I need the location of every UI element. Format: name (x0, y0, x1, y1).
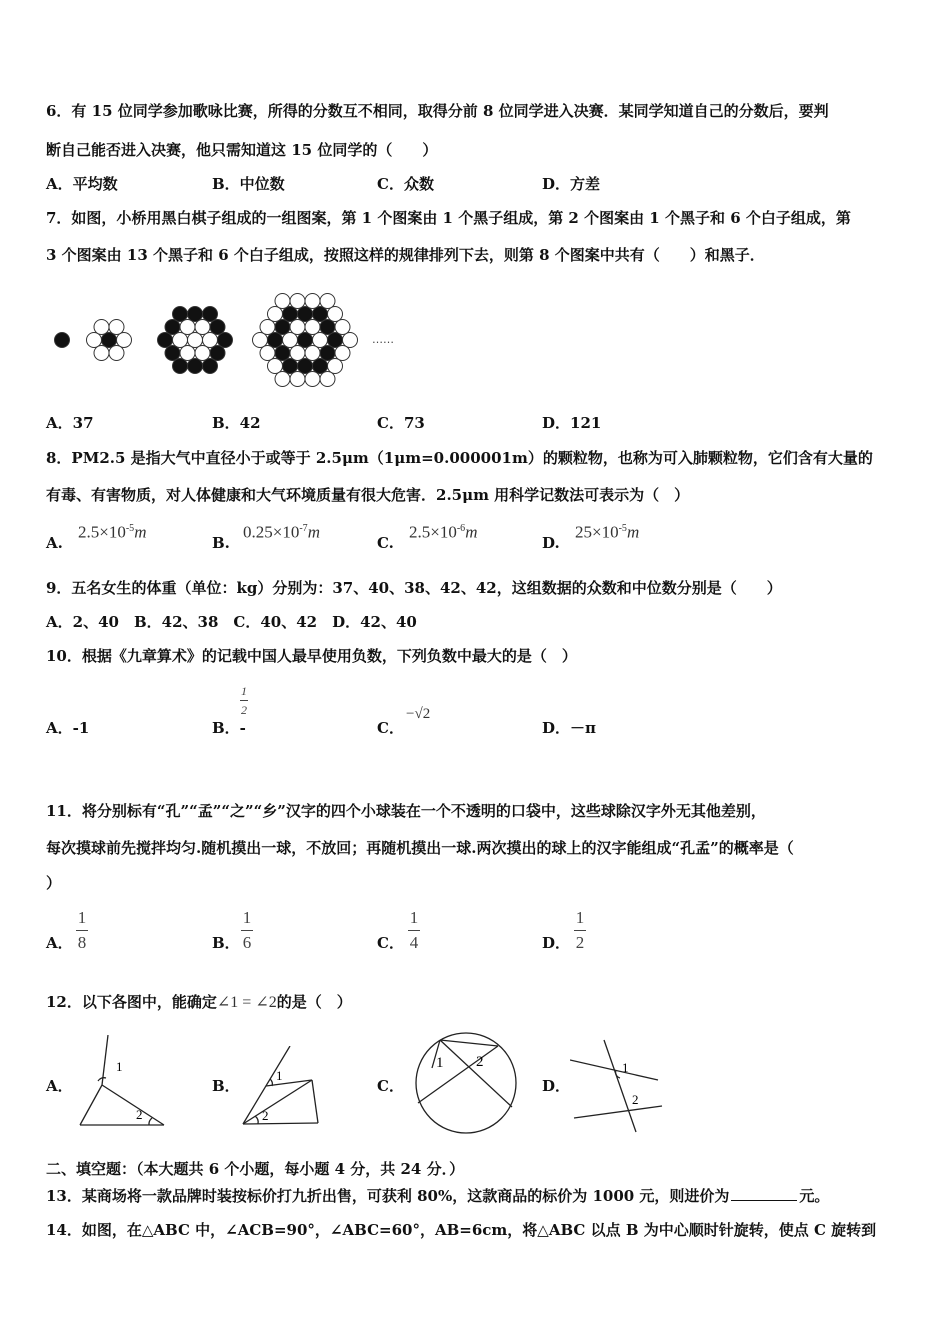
q6-option-c: C．众数 (377, 175, 434, 193)
q8-line1: 8．PM2.5 是指大气中直径小于或等于 2.5μm（1μm=0.000001m）的颗粒物，也称为可入肺颗粒物，它们含有大量的 (46, 449, 873, 467)
q6-option-d: D．方差 (542, 175, 601, 193)
svg-text:2: 2 (262, 1108, 269, 1123)
q12-option-b-letter: B． (212, 1077, 240, 1095)
q12-figure-a (78, 1035, 170, 1130)
q6-option-b: B．中位数 (212, 175, 285, 193)
q9-line1: 9．五名女生的体重（单位：kg）分别为：37、40、38、42、42，这组数据的众数和中位数分别是（ ） (46, 579, 782, 597)
q10-option-a: A．-1 (46, 719, 90, 737)
q11-option-a-letter: A． (46, 934, 73, 952)
q10-option-c-value: −√2 (406, 706, 431, 722)
q6-option-a: A．平均数 (46, 175, 118, 193)
q11-option-b-letter: B． (212, 934, 240, 952)
q8-option-c-value: $2.5\times 10^{-6}m$ (409, 522, 478, 542)
q10-line1: 10．根据《九章算术》的记载中国人最早使用负数，下列负数中最大的是（ ） (46, 647, 577, 665)
q11-line1: 11．将分别标有“孔”“孟”“之”“乡”汉字的四个小球装在一个不透明的口袋中，这些球除汉字外无其他差别， (46, 802, 766, 820)
q11-option-a-fraction: 1 8 (77, 908, 87, 952)
pattern1-black-stone (55, 333, 70, 348)
q9-options: A．2、40 B．42、38 C．40、42 D．42、40 (46, 613, 417, 631)
pattern3 (158, 307, 233, 374)
pattern4 (253, 294, 358, 387)
q8-option-a-value: $2.5\times 10^{-5}m$ (78, 522, 147, 542)
q10-option-d: D．－π (542, 719, 596, 737)
svg-text:2: 2 (632, 1092, 639, 1107)
pattern2 (87, 320, 132, 361)
q12-option-a-letter: A． (46, 1077, 73, 1095)
q10-option-b-letter: B．- (212, 719, 246, 737)
q11-line3: ） (46, 874, 62, 892)
q14-line1: 14．如图，在△ABC 中，∠ACB=90°，∠ABC=60°，AB=6cm，将△ABC 以点 B 为中心顺时针旋转，使点 C 旋转到 (46, 1221, 877, 1239)
q11-line2: 每次摸球前先搅拌均匀.随机摸出一球，不放回；再随机摸出一球.两次摸出的球上的汉字能组成“孔孟”的概率是（ (46, 839, 794, 857)
q7-option-a: A．37 (46, 414, 94, 432)
q13-answer-blank[interactable] (731, 1200, 797, 1201)
q12-line1: 12．以下各图中，能确定∠1 = ∠2的是（ ） (46, 993, 352, 1011)
svg-text:2: 2 (136, 1107, 143, 1122)
svg-text:1: 1 (276, 1068, 283, 1083)
section-2-heading: 二、填空题：（本大题共 6 个小题，每小题 4 分，共 24 分．） (46, 1160, 465, 1178)
q8-option-b-letter: B. (212, 534, 230, 552)
q6-line1: 6．有 15 位同学参加歌咏比赛，所得的分数互不相同，取得分前 8 位同学进入决赛．某同学知道自己的分数后，要判 (46, 102, 829, 120)
q10-option-c-letter: C． (377, 719, 404, 737)
q13-line1: 13．某商场将一款品牌时装按标价打九折出售，可获利 80%，这款商品的标价为 1000 元，则进价为 元。 (46, 1187, 830, 1205)
q6-line2: 断自己能否进入决赛，他只需知道这 15 位同学的（ ） (46, 141, 438, 159)
q11-option-b-fraction: 1 6 (242, 908, 252, 952)
q12-figure-d (570, 1038, 666, 1134)
svg-text:2: 2 (476, 1054, 484, 1070)
q11-option-d-fraction: 1 2 (575, 908, 585, 952)
svg-text:1: 1 (116, 1059, 123, 1074)
q8-line2: 有毒、有害物质，对人体健康和大气环境质量有很大危害．2.5μm 用科学记数法可表示为（ ） (46, 486, 690, 504)
q8-option-c-letter: C. (377, 534, 394, 552)
q10-option-b-fraction: 1 2 (241, 684, 247, 717)
q12-figure-c (412, 1028, 522, 1140)
q7-option-d: D．121 (542, 414, 602, 432)
q12-figure-b (240, 1046, 332, 1128)
q7-option-b: B．42 (212, 414, 261, 432)
q12-option-d-letter: D． (542, 1077, 571, 1095)
q8-option-d-letter: D. (542, 534, 560, 552)
q7-pattern-figure (46, 285, 406, 390)
q7-line2: 3 个图案由 13 个黑子和 6 个白子组成，按照这样的规律排列下去，则第 8 个图案中共有（ ）和黑子． (46, 246, 765, 264)
svg-text:1: 1 (436, 1055, 444, 1071)
q7-line1: 7．如图，小桥用黑白棋子组成的一组图案，第 1 个图案由 1 个黑子组成，第 2 个图案由 1 个黑子和 6 个白子组成，第 (46, 209, 851, 227)
q11-option-d-letter: D． (542, 934, 571, 952)
q8-option-a-letter: A. (46, 534, 63, 552)
q11-option-c-fraction: 1 4 (409, 908, 419, 952)
q7-option-c: C．73 (377, 414, 425, 432)
svg-text:1: 1 (622, 1060, 629, 1075)
q8-option-b-value: $0.25\times 10^{-7}m$ (243, 522, 320, 542)
q8-option-d-value: $25\times 10^{-5}m$ (575, 522, 640, 542)
q11-option-c-letter: C． (377, 934, 404, 952)
q12-option-c-letter: C． (377, 1077, 404, 1095)
q7-ellipsis: …… (372, 333, 394, 346)
